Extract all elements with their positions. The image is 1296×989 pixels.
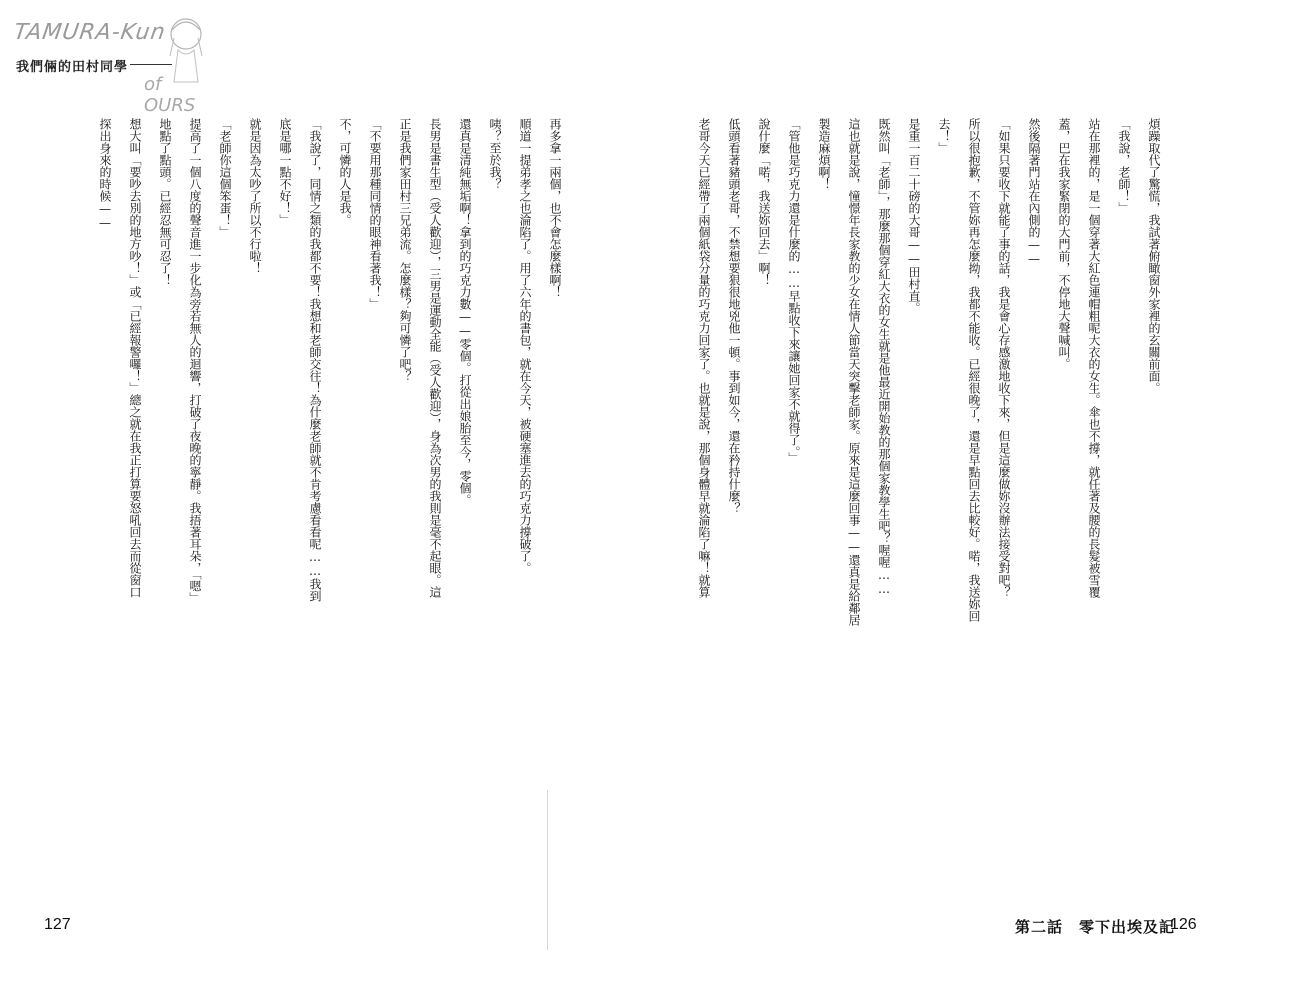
text-line: 既然叫「老師」，那麼那個穿紅大衣的女生就是他最近開始教的那個家教學生吧？喔喔…… [877,118,891,596]
series-logo: TAMURA-Kun [12,20,168,45]
text-line: 「如果只要收下就能了事的話，我是會心存感激地收下來，但是這麼做妳沒辦法接受對吧？ [997,118,1011,598]
text-line: 不，可憐的人是我。 [338,118,352,226]
text-line: 底是哪一點不好！」 [278,118,292,226]
text-line: 就是因為太吵了所以不行啦！ [248,118,262,274]
series-title: 我們倆的田村同學 [14,56,130,75]
page-number: 127 [44,916,71,933]
text-line: 「老師你這個笨蛋！」 [218,118,232,238]
text-line: 「不要用那種同情的眼神看著我！」 [368,118,382,310]
text-line: 地點了點頭。已經忍無可忍了！ [158,118,172,286]
text-line: 這也就是說，憧憬年長家教的少女在情人節當天突擊老師家。原來是這麼回事——還真是給鄰居 [847,118,861,626]
text-line: 煩躁取代了驚慌，我試著俯瞰窗外家裡的玄關前面。 [1147,118,1161,394]
text-line: 「管他是巧克力還是什麼的……早點收下來讓她回家不就得了。」 [787,118,801,464]
text-line: 製造麻煩啊！ [817,118,831,190]
text-line: 再多拿一兩個，也不會怎麼樣啊！ [548,118,562,298]
text-line: 是重一百二十磅的大哥——田村直。 [907,118,921,314]
text-line: 正是我們家田村三兄弟流。怎麼樣？夠可憐了吧？ [398,118,412,382]
text-line: 然後隔著門站在內側的—— [1027,118,1041,266]
text-line: 探出身來的時候—— [98,118,112,230]
text-line: 老哥今天已經帶了兩個紙袋分量的巧克力回家了。也就是說，那個身體早就淪陷了嘛！就算 [697,118,711,598]
text-line: 想大叫「要吵去別的地方吵！」或「已經報警囉！」總之就在我正打算要怒吼回去而從窗口 [128,118,142,598]
text-line: 所以很抱歉，不管妳再怎麼拗，我都不能收。已經很晚了，還是早點回去比較好。喏，我送妳回 [967,118,981,622]
text-line: 蓋，巴在我家緊閉的大門前，不停地大聲喊叫。 [1057,118,1071,370]
character-sketch-icon [164,12,208,92]
text-line: 說什麼「喏，我送妳回去」啊！ [757,118,771,286]
text-line: 提高了一個八度的聲音進一步化為旁若無人的迴響，打破了夜晚的寧靜。我捂著耳朵，「嗯」 [188,118,202,604]
text-line: 低頭看著豬頭老哥，不禁想要狠很地兇他一頓。事到如今，還在矜持什麼？ [727,118,741,514]
text-line: 咦？至於我？ [488,118,502,190]
text-line: 去！」 [937,118,951,154]
text-line: 長男是書生型（受人歡迎），三男是運動全能（受人歡迎），身為次男的我則是毫不起眼。這 [428,118,442,598]
text-line: 「我說，老師！」 [1117,118,1131,214]
page-number: 126 [1170,916,1197,933]
series-logo-sub: of OURS [144,74,196,116]
text-line: 順道一提弟孝之也淪陷了。用了六年的書包，就在今天，被硬塞進去的巧克力撐破了。 [518,118,532,574]
running-header [12,12,214,116]
chapter-label: 第二話 零下出埃及記 [1015,919,1176,936]
text-line: 站在那裡的，是一個穿著大紅色連帽粗呢大衣的女生。傘也不撐，就任著及腰的長髮被雪覆 [1087,118,1101,598]
text-line: 還真是清純無垢啊！拿到的巧克力數——零個。打從出娘胎至今，零個。 [458,118,472,506]
text-line: 「我說了，同情之類的我都不要！我想和老師交往！為什麼老師就不肯考慮看看呢……我到 [308,118,322,602]
